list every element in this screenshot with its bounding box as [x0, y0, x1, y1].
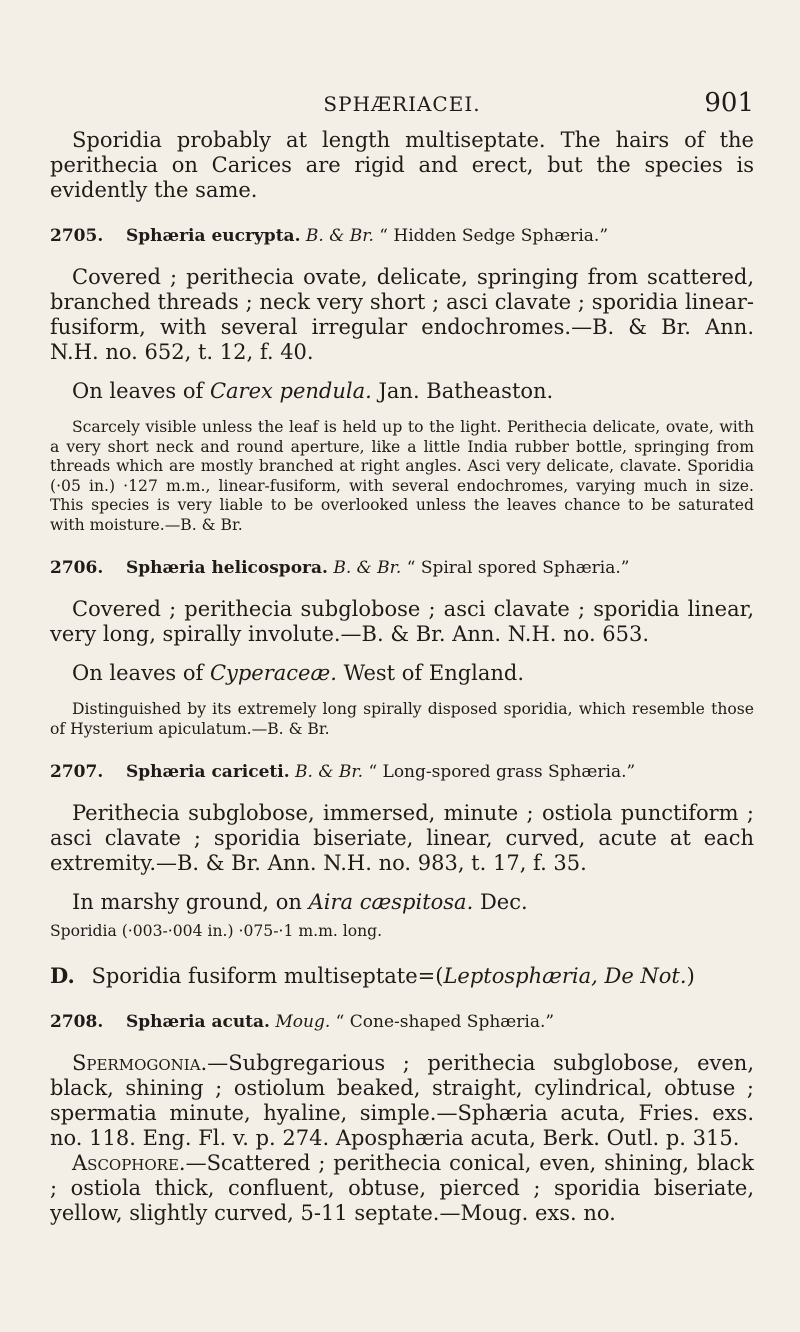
entry-2708-heading	[50, 1011, 754, 1033]
entry-2705-heading	[50, 225, 754, 247]
entry-2705-description: Covered ; perithecia ovate, delicate, springing from scattered, branched threads ; neck very short ; asci clavate ; sporidia linear-fusiform, with several irregular endochromes.—B. & Br. Ann. N.H. no. 652, t. 12, f. 40.	[50, 265, 754, 364]
page-number: 901	[704, 88, 754, 118]
entry-number: 2706.	[50, 558, 104, 578]
species-name: Sphæria acuta.	[126, 1012, 270, 1032]
authority: B. & Br.	[305, 226, 374, 246]
entry-2707-measure: Sporidia (·003-·004 in.) ·075-·1 m.m. long.	[50, 922, 383, 940]
section-d-heading: D. Sporidia fusiform multiseptate=(Leptosphæria, De Not.)	[50, 963, 695, 988]
running-head: SPHÆRIACEI.	[323, 92, 481, 116]
entry-2708-spermogonia: Spermogonia.—Subgregarious ; perithecia subglobose, even, black, shining ; ostiolum beaked, straight, cylindrical, obtuse ; spermatia minute, hyaline, simple.—Sphæria acuta, Fries. exs. no. 118. Eng. Fl. v. p. 274. Aposphæria acuta, Berk. Outl. p. 315.	[50, 1051, 754, 1150]
species-name: Sphæria helicospora.	[126, 558, 328, 578]
page-header	[50, 0, 754, 128]
section-letter: D.	[50, 963, 75, 988]
common-name: “ Long-spored grass Sphæria.”	[368, 762, 636, 782]
common-name: “ Cone-shaped Sphæria.”	[335, 1012, 555, 1032]
authority: B. & Br.	[295, 762, 364, 782]
common-name: “ Hidden Sedge Sphæria.”	[379, 226, 609, 246]
entry-2705-note: Scarcely visible unless the leaf is held up to the light. Perithecia delicate, ovate, with a very short neck and round aperture, like a little India rubber bottle, springing from threads which are mostly branched at right angles. Asci very delicate, clavate. Sporidia (·05 in.) ·127 m.m., linear-fusiform, with several endochromes, varying much in size. This species is very liable to be overlooked unless the leaves chance to be saturated with moisture.—B. & Br.	[50, 418, 754, 534]
entry-2706-note: Distinguished by its extremely long spirally disposed sporidia, which resemble those of Hysterium apiculatum.—B. & Br.	[50, 700, 754, 738]
species-name: Sphæria eucrypta.	[126, 226, 301, 246]
entry-number: 2705.	[50, 226, 104, 246]
common-name: “ Spiral spored Sphæria.”	[406, 558, 630, 578]
entry-number: 2707.	[50, 762, 104, 782]
entry-2708-ascophore: Ascophore.—Scattered ; perithecia conical, even, shining, black ; ostiola thick, confluent, obtuse, pierced ; sporidia biseriate, yellow, slightly curved, 5-11 septate.—Moug. exs. no.	[50, 1151, 754, 1225]
species-name: Sphæria cariceti.	[126, 762, 290, 782]
authority: B. & Br.	[333, 558, 402, 578]
entry-2707-heading	[50, 761, 754, 783]
entry-2706-description: Covered ; perithecia subglobose ; asci clavate ; sporidia linear, very long, spirally involute.—B. & Br. Ann. N.H. no. 653.	[50, 597, 754, 646]
entry-2707-habitat: In marshy ground, on Aira cæspitosa. Dec.	[72, 890, 528, 914]
intro-paragraph: Sporidia probably at length multiseptate. The hairs of the perithecia on Carices are rigid and erect, but the species is evidently the same.	[50, 128, 754, 202]
entry-2706-habitat: On leaves of Cyperaceæ. West of England.	[72, 661, 525, 685]
entry-number: 2708.	[50, 1012, 104, 1032]
entry-2706-heading	[50, 557, 754, 579]
authority: Moug.	[275, 1012, 331, 1032]
entry-2707-description: Perithecia subglobose, immersed, minute ; ostiola punctiform ; asci clavate ; sporidia biseriate, linear, curved, acute at each extremity.—B. & Br. Ann. N.H. no. 983, t. 17, f. 35.	[50, 801, 754, 875]
entry-2705-habitat: On leaves of Carex pendula. Jan. Batheaston.	[72, 379, 554, 403]
